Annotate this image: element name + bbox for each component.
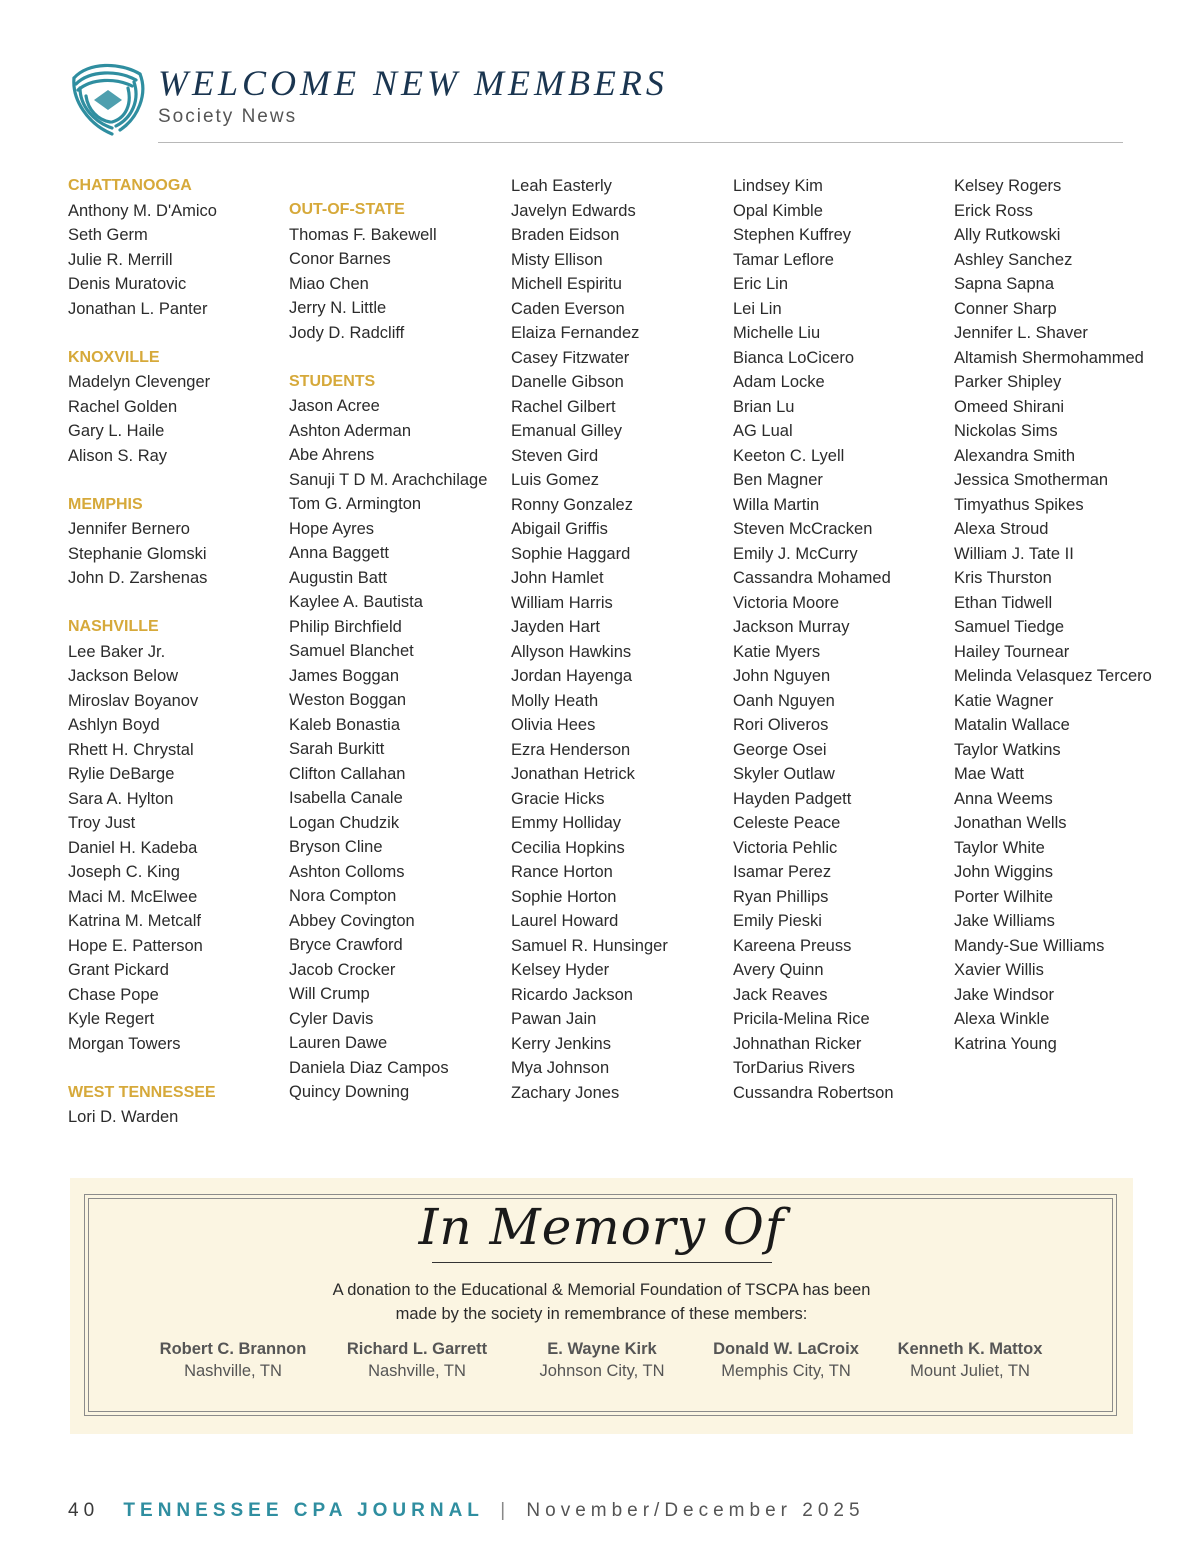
member-section xyxy=(68,174,298,321)
member-name: Conor Barnes xyxy=(289,250,391,268)
member-name: Joseph C. King xyxy=(68,863,180,881)
member-name: Abbey Covington xyxy=(289,911,415,930)
member-name: Will Crump xyxy=(289,985,370,1003)
member-name: Lei Lin xyxy=(733,299,782,318)
memorial-name: E. Wayne Kirk xyxy=(547,1340,657,1358)
member-name: Miroslav Boyanov xyxy=(68,691,199,710)
member-name: Seth Germ xyxy=(68,226,148,244)
member-name: Michelle Liu xyxy=(733,324,821,342)
member-name: Cyler Davis xyxy=(289,1009,374,1028)
member-name: Julie R. Merrill xyxy=(68,250,173,269)
member-name: Johnathan Ricker xyxy=(733,1034,862,1053)
member-name: Taylor White xyxy=(954,838,1045,857)
member-list xyxy=(68,370,298,468)
member-name: Isabella Canale xyxy=(289,789,403,807)
memorial-location: Nashville, TN xyxy=(368,1362,466,1380)
member-name: Jennifer L. Shaver xyxy=(954,324,1088,342)
member-name: Victoria Moore xyxy=(733,593,840,612)
member-name: Ashton Aderman xyxy=(289,421,411,440)
member-name: Bianca LoCicero xyxy=(733,348,855,367)
member-name: Adam Locke xyxy=(733,373,825,391)
member-name: Cecilia Hopkins xyxy=(511,838,625,857)
section-title: STUDENTS xyxy=(289,372,376,390)
member-name: Philip Birchfield xyxy=(289,617,402,636)
member-name: Rachel Gilbert xyxy=(511,397,616,416)
member-name: Grant Pickard xyxy=(68,961,169,979)
member-section xyxy=(68,1081,298,1130)
member-name: Bryce Crawford xyxy=(289,936,403,954)
member-name: Lori D. Warden xyxy=(68,1108,179,1126)
member-name: Zachary Jones xyxy=(511,1083,620,1102)
member-name: Timyathus Spikes xyxy=(954,495,1084,514)
member-name: Willa Martin xyxy=(733,495,820,514)
member-name: Celeste Peace xyxy=(733,814,841,832)
member-name: Miao Chen xyxy=(289,274,369,293)
memorial-entry xyxy=(325,1338,509,1382)
member-name: Hayden Padgett xyxy=(733,789,852,808)
in-memory-title: In Memory Of xyxy=(418,1198,785,1256)
member-name: Rachel Golden xyxy=(68,397,178,416)
member-name: Ben Magner xyxy=(733,471,823,489)
member-name: Elaiza Fernandez xyxy=(511,324,640,342)
member-name: Emanual Gilley xyxy=(511,422,622,440)
member-name: John Wiggins xyxy=(954,863,1054,881)
member-name: Xavier Willis xyxy=(954,961,1044,979)
member-name: Troy Just xyxy=(68,814,136,832)
member-name: Leah Easterly xyxy=(511,177,612,195)
member-name: Conner Sharp xyxy=(954,299,1057,318)
member-name: William Harris xyxy=(511,593,613,612)
member-name: Omeed Shirani xyxy=(954,397,1065,416)
memorial-name: Donald W. LaCroix xyxy=(713,1340,859,1358)
page-footer xyxy=(68,1500,865,1522)
member-name: Lindsey Kim xyxy=(733,177,823,195)
member-name: John D. Zarshenas xyxy=(68,569,208,587)
member-name: Sophie Haggard xyxy=(511,544,631,563)
member-name: Taylor Watkins xyxy=(954,740,1061,759)
member-name: Olivia Hees xyxy=(511,716,596,734)
memorial-entry xyxy=(141,1338,325,1382)
member-name: Pawan Jain xyxy=(511,1010,597,1028)
member-name: Augustin Batt xyxy=(289,568,388,587)
member-name: Danelle Gibson xyxy=(511,373,624,391)
member-name: Tamar Leflore xyxy=(733,250,834,269)
issue-date: November/December 2025 xyxy=(526,1500,865,1521)
member-name: Cassandra Mohamed xyxy=(733,569,891,587)
member-column-4 xyxy=(733,174,963,1105)
member-name: TorDarius Rivers xyxy=(733,1059,855,1077)
header-divider xyxy=(158,142,1123,143)
in-memory-panel xyxy=(70,1178,1133,1434)
member-name: Cussandra Robertson xyxy=(733,1083,894,1102)
member-name: Maci M. McElwee xyxy=(68,887,198,906)
member-list xyxy=(511,174,741,1105)
member-name: Steven Gird xyxy=(511,446,599,465)
member-name: Kris Thurston xyxy=(954,569,1052,587)
member-name: Anthony M. D'Amico xyxy=(68,201,217,220)
member-name: Keeton C. Lyell xyxy=(733,446,845,465)
member-name: Matalin Wallace xyxy=(954,716,1070,734)
member-list xyxy=(68,640,298,1057)
member-name: Kelsey Rogers xyxy=(954,177,1062,195)
member-name: Jack Reaves xyxy=(733,985,828,1004)
memorial-location: Johnson City, TN xyxy=(539,1362,665,1380)
section-title: NASHVILLE xyxy=(68,618,159,635)
member-name: Javelyn Edwards xyxy=(511,201,636,220)
member-name: Samuel R. Hunsinger xyxy=(511,936,668,955)
member-name: Chase Pope xyxy=(68,985,159,1004)
section-title: OUT-OF-STATE xyxy=(289,201,405,218)
member-name: Gary L. Haile xyxy=(68,422,165,440)
member-name: Jackson Below xyxy=(68,667,179,685)
member-name: Samuel Tiedge xyxy=(954,618,1065,636)
member-name: James Boggan xyxy=(289,666,400,685)
member-name: Emmy Holliday xyxy=(511,814,622,832)
member-section xyxy=(289,198,519,345)
member-name: Braden Eidson xyxy=(511,226,620,244)
member-name: Madelyn Clevenger xyxy=(68,373,211,391)
member-name: Parker Shipley xyxy=(954,373,1062,391)
member-name: Denis Muratovic xyxy=(68,275,187,293)
member-name: Kaleb Bonastia xyxy=(289,715,400,734)
member-name: Stephen Kuffrey xyxy=(733,226,852,244)
member-name: Thomas F. Bakewell xyxy=(289,225,437,244)
member-list xyxy=(289,223,519,346)
page-title: WELCOME NEW MEMBERS xyxy=(158,63,668,103)
member-name: Mandy-Sue Williams xyxy=(954,936,1105,955)
member-name: Jessica Smotherman xyxy=(954,471,1109,489)
member-column-1 xyxy=(68,174,298,1154)
member-name: Lauren Dawe xyxy=(289,1034,388,1052)
member-name: Porter Wilhite xyxy=(954,887,1054,906)
section-title: KNOXVILLE xyxy=(68,348,160,366)
memorial-location: Memphis City, TN xyxy=(721,1362,851,1380)
in-memory-underline xyxy=(432,1262,772,1263)
member-name: Rori Oliveros xyxy=(733,716,829,734)
member-name: Katie Wagner xyxy=(954,691,1054,710)
in-memory-intro-line: made by the society in remembrance of these members: xyxy=(395,1305,808,1323)
memorial-entry xyxy=(510,1338,694,1382)
member-name: Isamar Perez xyxy=(733,863,832,881)
member-name: Sapna Sapna xyxy=(954,275,1055,293)
memorial-entry xyxy=(694,1338,878,1382)
member-column-5 xyxy=(954,174,1194,1056)
member-name: Hope E. Patterson xyxy=(68,936,203,955)
member-name: Luis Gomez xyxy=(511,471,600,489)
member-name: Rhett H. Chrystal xyxy=(68,740,194,759)
member-name: Sarah Burkitt xyxy=(289,740,385,758)
member-list xyxy=(68,517,298,591)
member-name: Abe Ahrens xyxy=(289,446,375,464)
in-memory-intro xyxy=(70,1278,1133,1326)
member-name: Daniel H. Kadeba xyxy=(68,838,198,857)
member-name: Misty Ellison xyxy=(511,250,603,269)
memorial-name: Richard L. Garrett xyxy=(346,1340,488,1358)
member-name: Eric Lin xyxy=(733,275,789,293)
memorial-name: Kenneth K. Mattox xyxy=(897,1340,1043,1358)
member-column-3 xyxy=(511,174,741,1105)
member-name: Jonathan Wells xyxy=(954,814,1067,832)
member-name: AG Lual xyxy=(733,422,793,440)
member-name: Tom G. Armington xyxy=(289,495,422,513)
member-name: Ryan Phillips xyxy=(733,887,829,906)
member-name: Laurel Howard xyxy=(511,912,619,930)
member-list xyxy=(733,174,963,1105)
member-name: Jacob Crocker xyxy=(289,960,396,979)
section-title: CHATTANOOGA xyxy=(68,177,192,194)
member-name: Abigail Griffis xyxy=(511,520,608,538)
member-name: William J. Tate II xyxy=(954,544,1074,563)
member-name: Kerry Jenkins xyxy=(511,1034,611,1053)
member-name: Samuel Blanchet xyxy=(289,642,414,660)
member-name: Mya Johnson xyxy=(511,1059,610,1077)
member-name: Ashton Colloms xyxy=(289,862,405,881)
member-name: Hailey Tournear xyxy=(954,642,1070,661)
member-name: Morgan Towers xyxy=(68,1034,181,1053)
member-name: Sophie Horton xyxy=(511,887,617,906)
member-list xyxy=(68,199,298,322)
member-name: Alexandra Smith xyxy=(954,446,1076,465)
in-memory-intro-line: A donation to the Educational & Memorial Foundation of TSCPA has been xyxy=(332,1281,871,1299)
section-title: WEST TENNESSEE xyxy=(68,1083,216,1101)
member-name: Ricardo Jackson xyxy=(511,985,633,1004)
member-name: Brian Lu xyxy=(733,397,795,416)
section-title: MEMPHIS xyxy=(68,495,143,513)
member-name: Jonathan Hetrick xyxy=(511,765,635,783)
member-section xyxy=(68,493,298,591)
member-name: Jake Windsor xyxy=(954,985,1054,1004)
member-name: John Nguyen xyxy=(733,667,831,685)
page-number: 40 xyxy=(68,1500,100,1521)
member-list xyxy=(289,394,519,1105)
member-name: Emily J. McCurry xyxy=(733,544,858,563)
member-name: Stephanie Glomski xyxy=(68,544,207,563)
footer-separator: | xyxy=(500,1500,511,1521)
member-name: Jason Acree xyxy=(289,397,380,415)
member-name: Logan Chudzik xyxy=(289,813,400,832)
member-name: Molly Heath xyxy=(511,691,599,710)
member-section xyxy=(68,615,298,1056)
member-name: Mae Watt xyxy=(954,765,1024,783)
member-name: George Osei xyxy=(733,740,827,759)
member-name: Jake Williams xyxy=(954,912,1055,930)
member-name: Gracie Hicks xyxy=(511,789,605,808)
member-name: Kareena Preuss xyxy=(733,936,852,955)
member-name: Jordan Hayenga xyxy=(511,667,633,685)
journal-name: TENNESSEE CPA JOURNAL xyxy=(123,1500,484,1521)
tscpa-logo-icon xyxy=(68,60,148,138)
member-list xyxy=(68,1105,298,1130)
member-name: Quincy Downing xyxy=(289,1083,410,1101)
member-name: Alexa Stroud xyxy=(954,520,1049,538)
member-name: Hope Ayres xyxy=(289,519,374,538)
memorial-location: Nashville, TN xyxy=(184,1362,282,1380)
member-name: Ezra Henderson xyxy=(511,740,631,759)
member-name: Daniela Diaz Campos xyxy=(289,1058,449,1077)
memorial-name: Robert C. Brannon xyxy=(159,1340,307,1358)
member-name: Ronny Gonzalez xyxy=(511,495,633,514)
member-name: Emily Pieski xyxy=(733,912,822,930)
member-name: Jonathan L. Panter xyxy=(68,299,208,318)
member-name: Casey Fitzwater xyxy=(511,348,630,367)
member-name: Jody D. Radcliff xyxy=(289,323,405,342)
member-name: Anna Weems xyxy=(954,789,1053,808)
member-name: Oanh Nguyen xyxy=(733,691,835,710)
member-name: Allyson Hawkins xyxy=(511,642,632,661)
page-subtitle: Society News xyxy=(158,106,298,127)
member-name: Skyler Outlaw xyxy=(733,765,835,783)
memorial-entry xyxy=(878,1338,1062,1382)
member-name: Nora Compton xyxy=(289,887,397,905)
member-name: Bryson Cline xyxy=(289,838,383,856)
member-name: Alison S. Ray xyxy=(68,446,168,465)
member-name: Sanuji T D M. Arachchilage xyxy=(289,470,488,489)
member-name: Melinda Velasquez Tercero xyxy=(954,667,1152,685)
member-name: Lee Baker Jr. xyxy=(68,642,166,661)
member-name: Michell Espiritu xyxy=(511,275,622,293)
member-name: Kyle Regert xyxy=(68,1010,155,1028)
member-name: Jennifer Bernero xyxy=(68,520,190,538)
member-section xyxy=(289,370,519,1105)
member-name: Ashlyn Boyd xyxy=(68,716,160,734)
member-name: Clifton Callahan xyxy=(289,764,406,783)
member-name: Caden Everson xyxy=(511,299,625,318)
member-name: Sara A. Hylton xyxy=(68,789,174,808)
member-name: Altamish Shermohammed xyxy=(954,348,1144,367)
member-name: Pricila-Melina Rice xyxy=(733,1010,870,1028)
member-name: Rylie DeBarge xyxy=(68,765,175,783)
member-name: Katrina M. Metcalf xyxy=(68,912,201,930)
member-name: Ethan Tidwell xyxy=(954,593,1053,612)
member-list xyxy=(954,174,1194,1056)
member-name: Jayden Hart xyxy=(511,618,600,636)
member-name: Anna Baggett xyxy=(289,544,389,562)
member-name: Ashley Sanchez xyxy=(954,250,1073,269)
member-name: Weston Boggan xyxy=(289,691,407,709)
member-name: Alexa Winkle xyxy=(954,1010,1050,1028)
member-name: Katrina Young xyxy=(954,1034,1057,1053)
member-name: Erick Ross xyxy=(954,201,1033,220)
member-name: Kaylee A. Bautista xyxy=(289,593,423,611)
member-name: Katie Myers xyxy=(733,642,821,661)
member-name: Avery Quinn xyxy=(733,961,824,979)
member-name: Ally Rutkowski xyxy=(954,226,1061,244)
member-name: Victoria Pehlic xyxy=(733,838,838,857)
member-name: Nickolas Sims xyxy=(954,422,1058,440)
member-section xyxy=(68,346,298,469)
member-name: Jerry N. Little xyxy=(289,299,387,317)
member-name: Opal Kimble xyxy=(733,201,823,220)
memorial-location: Mount Juliet, TN xyxy=(910,1362,1030,1380)
member-name: Rance Horton xyxy=(511,863,613,881)
member-name: John Hamlet xyxy=(511,569,604,587)
member-column-2 xyxy=(289,198,519,1129)
member-name: Steven McCracken xyxy=(733,520,873,538)
member-name: Kelsey Hyder xyxy=(511,961,610,979)
member-name: Jackson Murray xyxy=(733,618,850,636)
